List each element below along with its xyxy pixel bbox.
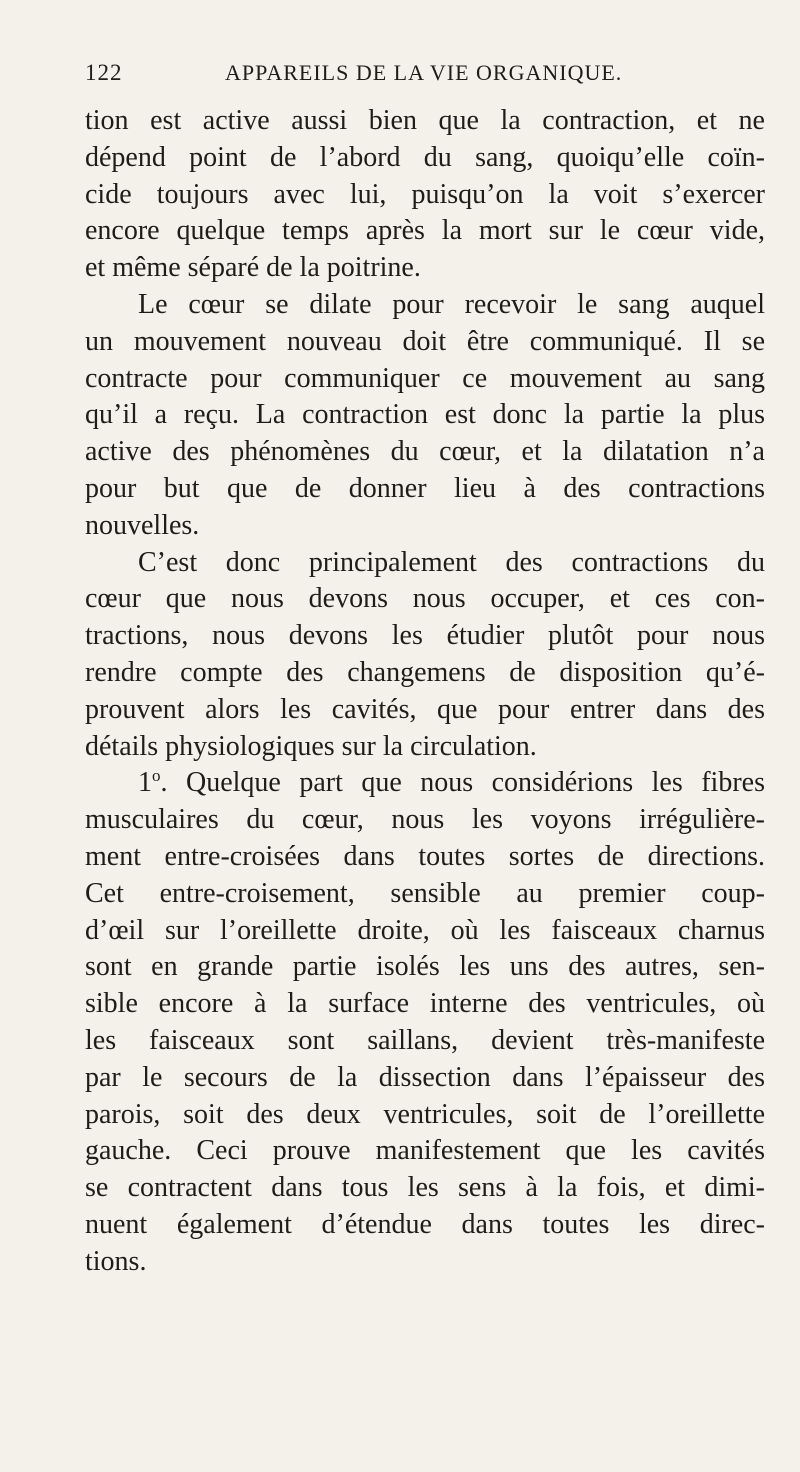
text-line: C’est donc principalement des contractions du	[138, 546, 765, 578]
text-line: musculaires du cœur, nous les voyons irrégulière-	[85, 804, 765, 836]
text-line: pour but que de donner lieu à des contractions	[85, 472, 765, 504]
text-line: tion est active aussi bien que la contraction, et ne	[85, 105, 765, 136]
text-line: cœur que nous devons nous occuper, et ces con-	[85, 583, 765, 615]
text-line: prouvent alors les cavités, que pour entrer dans des	[85, 693, 765, 725]
text-line: gauche. Ceci prouve manifestement que les cavités	[85, 1135, 765, 1167]
text-line: Cet entre-croisement, sensible au premier coup-	[85, 877, 765, 909]
text-line: nouvelles.	[85, 509, 200, 541]
page-header	[85, 60, 685, 96]
text-line: tions.	[85, 1245, 147, 1277]
text-line: détails physiologiques sur la circulation.	[85, 730, 537, 762]
text-line: qu’il a reçu. La contraction est donc la partie la plus	[85, 399, 765, 431]
text-line: se contractent dans tous les sens à la fois, et dimi-	[85, 1172, 765, 1204]
text-line: cide toujours avec lui, puisqu’on la voit s’exercer	[85, 178, 765, 210]
item-number: 1	[138, 767, 152, 799]
text-line: sible encore à la surface interne des ventricules, où	[85, 988, 765, 1020]
item-number-superscript: o	[152, 766, 161, 786]
running-title: APPAREILS DE LA VIE ORGANIQUE.	[225, 60, 623, 85]
text-line: dépend point de l’abord du sang, quoiqu’elle coïn-	[85, 141, 765, 173]
numbered-paragraph-start	[85, 765, 765, 802]
text-line: . Quelque part que nous considérions les fibres	[160, 767, 765, 799]
text-line: nuent également d’étendue dans toutes les direc-	[85, 1208, 765, 1240]
text-line: rendre compte des changemens de disposition qu’é-	[85, 656, 765, 688]
text-line: et même séparé de la poitrine.	[85, 252, 421, 284]
text-line: Le cœur se dilate pour recevoir le sang auquel	[138, 288, 765, 320]
text-line: tractions, nous devons les étudier plutôt pour nous	[85, 620, 765, 652]
page-number: 122	[85, 60, 123, 85]
text-line: d’œil sur l’oreillette droite, où les faisceaux charnus	[85, 914, 765, 946]
text-line: par le secours de la dissection dans l’épaisseur des	[85, 1061, 765, 1093]
body-text	[85, 103, 765, 1281]
text-line: sont en grande partie isolés les uns des autres, sen-	[85, 951, 765, 983]
text-line: un mouvement nouveau doit être communiqué. Il se	[85, 325, 765, 357]
text-line: active des phénomènes du cœur, et la dilatation n’a	[85, 436, 765, 468]
text-line: parois, soit des deux ventricules, soit de l’oreillette	[85, 1098, 765, 1130]
text-line: les faisceaux sont saillans, devient très-manifeste	[85, 1024, 765, 1056]
text-line: encore quelque temps après la mort sur le cœur vide,	[85, 215, 765, 247]
text-line: contracte pour communiquer ce mouvement au sang	[85, 362, 765, 394]
text-line: ment entre-croisées dans toutes sortes de directions.	[85, 840, 765, 872]
